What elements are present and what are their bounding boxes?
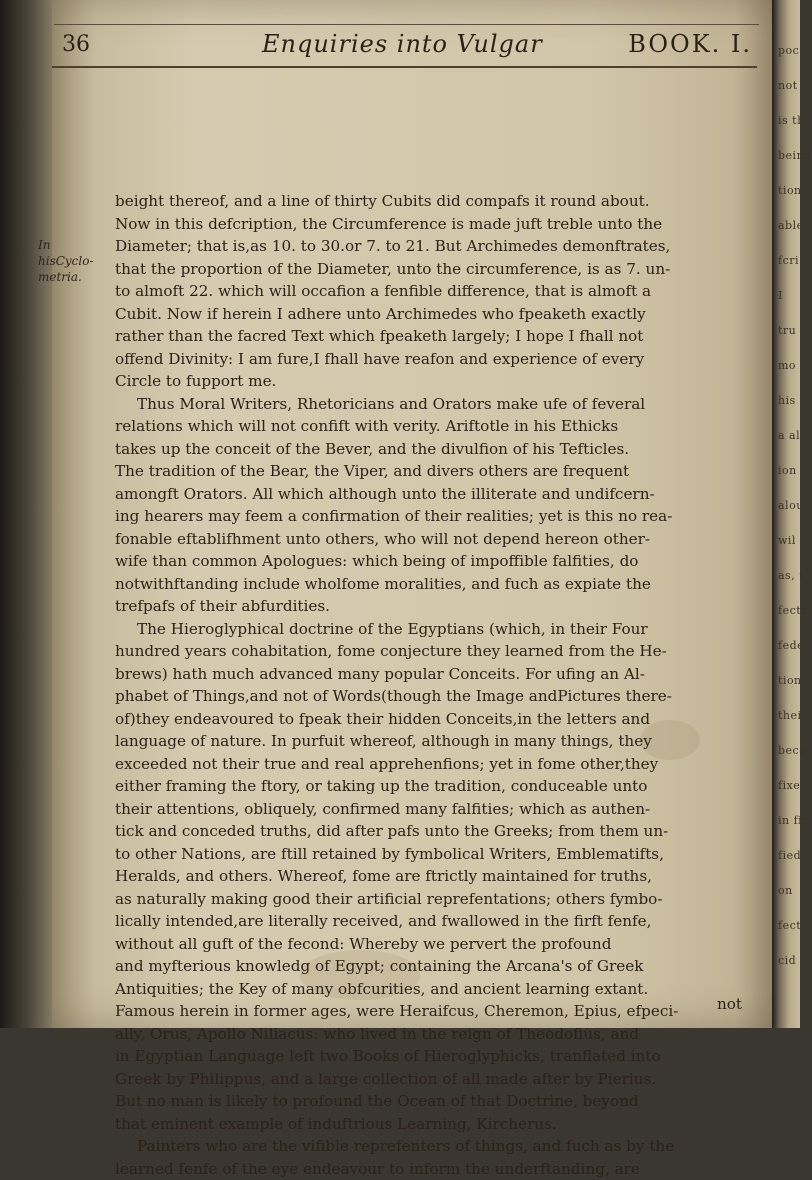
facing-page-fragment: tion <box>778 180 802 201</box>
text-line: in Egyptian Language left two Books of Hieroglyphicks, tranflated into <box>115 1045 755 1068</box>
text-line: rather than the facred Text which fpeaketh largely; I hope I fhall not <box>115 325 755 348</box>
text-line: lically intended,are literally received, and fwallowed in the firft fenfe, <box>115 910 755 933</box>
marginal-note: In hisCyclo-metria. <box>38 237 104 285</box>
text-line: learned fenfe of the eye endeavour to inform the underftanding, are <box>115 1158 755 1180</box>
text-line: hundred years cohabitation, fome conjecture they learned from the He- <box>115 640 755 663</box>
facing-page-fragment: I <box>778 285 783 306</box>
facing-page-fragment: fixe <box>778 775 800 796</box>
text-line: to almoft 22. which will occafion a fenfible difference, that is almoft a <box>115 280 755 303</box>
text-line: brews) hath much advanced many popular Conceits. For ufing an Al- <box>115 663 755 686</box>
text-line: The tradition of the Bear, the Viper, and divers others are frequent <box>115 460 755 483</box>
text-line: tick and conceded truths, did after pafs unto the Greeks; from them un- <box>115 820 755 843</box>
facing-page-fragment: mo <box>778 355 796 376</box>
text-line: and myfterious knowledg of Egypt; containing the Arcana's of Greek <box>115 955 755 978</box>
facing-page-fragment: beco <box>778 740 806 761</box>
top-rule <box>54 24 759 25</box>
text-line: of)they endeavoured to fpeak their hidden Conceits,in the letters and <box>115 708 755 731</box>
text-line: beight thereof, and a line of thirty Cubits did compafs it round about. <box>115 190 755 213</box>
facing-page-fragment: wil <box>778 530 796 551</box>
text-line: their attentions, obliquely, confirmed many falfities; which as authen- <box>115 798 755 821</box>
facing-page-fragment: being <box>778 145 812 166</box>
text-line: relations which will not confift with verity. Ariftotle in his Ethicks <box>115 415 755 438</box>
header-rule <box>52 66 757 68</box>
text-line: that the proportion of the Diameter, unto the circumference, is as 7. un- <box>115 258 755 281</box>
facing-page-fragment: a al <box>778 425 800 446</box>
text-line: language of nature. In purfuit whereof, although in many things, they <box>115 730 755 753</box>
text-line: trefpafs of their abfurdities. <box>115 595 755 618</box>
facing-page-fragment: cid <box>778 950 796 971</box>
text-line: offend Divinity: I am fure,I fhall have reafon and experience of every <box>115 348 755 371</box>
text-line: notwithftanding include wholfome moralities, and fuch as expiate the <box>115 573 755 596</box>
text-line: takes up the conceit of the Bever, and the divulfion of his Tefticles. <box>115 438 755 461</box>
facing-page-fragment: not <box>778 75 798 96</box>
text-line: phabet of Things,and not of Words(though the Image andPictures there- <box>115 685 755 708</box>
text-line: Circle to fupport me. <box>115 370 755 393</box>
facing-page-fragment: tru <box>778 320 796 341</box>
text-line: Antiquities; the Key of many obfcurities, and ancient learning extant. <box>115 978 755 1001</box>
facing-page-fragment: fcri <box>778 250 799 271</box>
text-line: ing hearers may feem a confirmation of their realities; yet is this no rea- <box>115 505 755 528</box>
facing-page-fragment: ion <box>778 460 797 481</box>
facing-page-fragment: fectr <box>778 600 807 621</box>
facing-page-fragment: fede <box>778 635 804 656</box>
running-header <box>62 30 752 64</box>
text-line: without all guft of the fecond: Whereby we pervert the profound <box>115 933 755 956</box>
text-line: Painters who are the vifible reprefenters of things, and fuch as by the <box>115 1135 755 1158</box>
facing-page-fragment: poc <box>778 40 799 61</box>
text-line: Now in this defcription, the Circumference is made juft treble unto the <box>115 213 755 236</box>
facing-page-fragment: on <box>778 880 793 901</box>
facing-page-fragment: his <box>778 390 796 411</box>
text-line: But no man is likely to profound the Ocean of that Doctrine, beyond <box>115 1090 755 1113</box>
facing-page-fragment: thei <box>778 705 802 726</box>
facing-page-fragment: is th <box>778 110 805 131</box>
facing-page-fragment: fied, <box>778 845 805 866</box>
text-line: as naturally making good their artificial reprefentations; others fymbo- <box>115 888 755 911</box>
text-line: Thus Moral Writers, Rhetoricians and Orators make ufe of feveral <box>115 393 755 416</box>
text-line: wife than common Apologues: which being of impoffible falfities, do <box>115 550 755 573</box>
running-book-label: BOOK. I. <box>628 30 752 58</box>
running-title: Enquiries into Vulgar <box>262 30 543 58</box>
text-line: Famous herein in former ages, were Heraifcus, Cheremon, Epius, efpeci- <box>115 1000 755 1023</box>
facing-page-fragment: tion <box>778 670 802 691</box>
text-line: to other Nations, are ftill retained by fymbolical Writers, Emblematifts, <box>115 843 755 866</box>
text-line: Diameter; that is,as 10. to 30.or 7. to 21. But Archimedes demonftrates, <box>115 235 755 258</box>
facing-page-fragment: as, t <box>778 565 804 586</box>
facing-page-fragment: in fir <box>778 810 808 831</box>
page-number: 36 <box>62 32 90 57</box>
facing-page-edge <box>772 0 800 1028</box>
text-line: that eminent example of induftrious Learning, Kircherus. <box>115 1113 755 1136</box>
text-line: The Hieroglyphical doctrine of the Egyptians (which, in their Four <box>115 618 755 641</box>
facing-page-fragment: fect <box>778 915 801 936</box>
facing-page-fragment: alou <box>778 495 804 516</box>
body-text <box>115 190 755 1180</box>
text-line: exceeded not their true and real apprehenfions; yet in fome other,they <box>115 753 755 776</box>
text-line: Heralds, and others. Whereof, fome are ftrictly maintained for truths, <box>115 865 755 888</box>
text-line: amongft Orators. All which although unto the illiterate and undifcern- <box>115 483 755 506</box>
text-line: ally, Orus, Apollo Niliacus: who lived in the reign of Theodofius, and <box>115 1023 755 1046</box>
text-line: Cubit. Now if herein I adhere unto Archimedes who fpeaketh exactly <box>115 303 755 326</box>
text-line: fonable eftablifhment unto others, who will not depend hereon other- <box>115 528 755 551</box>
facing-page-fragment: able <box>778 215 804 236</box>
text-line: either framing the ftory, or taking up the tradition, conduceable unto <box>115 775 755 798</box>
catchword: not <box>717 995 742 1013</box>
text-line: Greek by Philippus, and a large collection of all made after by Pierius. <box>115 1068 755 1091</box>
